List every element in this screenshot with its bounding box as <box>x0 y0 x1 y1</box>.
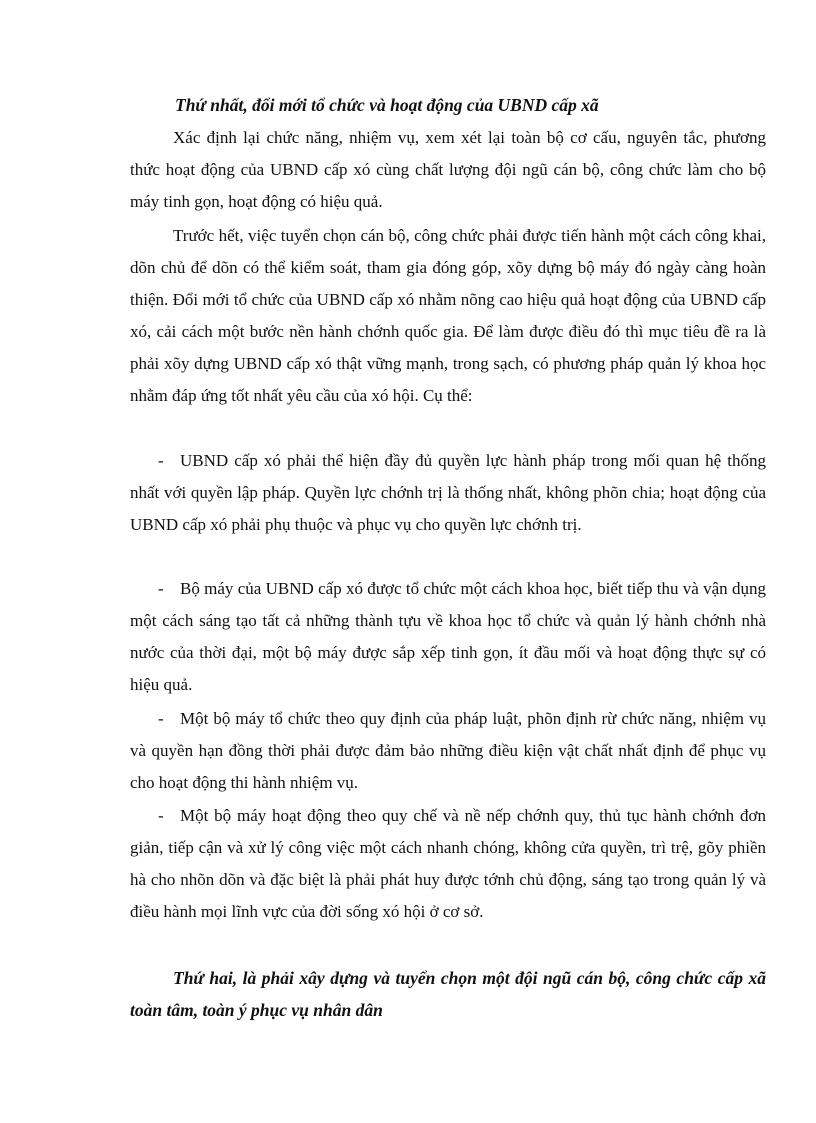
bullet-item <box>130 703 766 799</box>
bullet-marker: - <box>158 709 164 728</box>
bullet-item <box>130 800 766 928</box>
bullet-text: UBND cấp xó phải thể hiện đầy đủ quyền lực hành pháp trong mối quan hệ thống nhất với quyền lập pháp. Quyền lực chớnh trị là thống nhất, không phõn chia; hoạt động của UBND cấp xó phải phụ thuộc và phục vụ cho quyền lực chớnh trị. <box>130 451 766 534</box>
paragraph: Xác định lại chức năng, nhiệm vụ, xem xét lại toàn bộ cơ cấu, nguyên tắc, phương thức hoạt động của UBND cấp xó cùng chất lượng đội ngũ cán bộ, công chức làm cho bộ máy tinh gọn, hoạt động có hiệu quả. <box>130 128 766 211</box>
bullet-marker: - <box>158 451 164 470</box>
section-heading-second: Thứ hai, là phải xây dựng và tuyển chọn một đội ngũ cán bộ, công chức cấp xã toàn tâm, toàn ý phục vụ nhân dân <box>130 968 766 1020</box>
bullet-item <box>130 445 766 541</box>
bullet-text: Bộ máy của UBND cấp xó được tổ chức một cách khoa học, biết tiếp thu và vận dụng một cách sáng tạo tất cả những thành tựu về khoa học tổ chức và quản lý hành chớnh nhà nước của thời đại, một bộ máy được sắp xếp tinh gọn, ít đầu mối và hoạt động thực sự có hiệu quả. <box>130 579 766 694</box>
bullet-text: Một bộ máy tổ chức theo quy định của pháp luật, phõn định rừ chức năng, nhiệm vụ và quyền hạn đồng thời phải được đảm bảo những điều kiện vật chất nhất định để phục vụ cho hoạt động thi hành nhiệm vụ. <box>130 709 766 792</box>
bullet-item <box>130 573 766 701</box>
bullet-marker: - <box>158 806 164 825</box>
bullet-text: Một bộ máy hoạt động theo quy chế và nề nếp chớnh quy, thủ tục hành chớnh đơn giản, tiếp cận và xử lý công việc một cách nhanh chóng, không cửa quyền, trì trệ, gõy phiền hà cho nhõn dõn và đặc biệt là phải phát huy được tớnh chủ động, sáng tạo trong quản lý và điều hành mọi lĩnh vực của đời sống xó hội ở cơ sở. <box>130 806 766 921</box>
paragraph: Trước hết, việc tuyển chọn cán bộ, công chức phải được tiến hành một cách công khai, dõn chủ để dõn có thể kiểm soát, tham gia đóng góp, xõy dựng bộ máy đó ngày càng hoàn thiện. Đổi mới tổ chức của UBND cấp xó nhằm nõng cao hiệu quả hoạt động của UBND cấp xó, cải cách một bước nền hành chớnh quốc gia. Để làm được điều đó thì mục tiêu đề ra là phải xõy dựng UBND cấp xó thật vững mạnh, trong sạch, có phương pháp quản lý khoa học nhằm đáp ứng tốt nhất yêu cầu của xó hội. Cụ thể: <box>130 226 766 405</box>
bullet-marker: - <box>158 579 164 598</box>
section-heading-first: Thứ nhất, đổi mới tổ chức và hoạt động của UBND cấp xã <box>175 95 599 115</box>
